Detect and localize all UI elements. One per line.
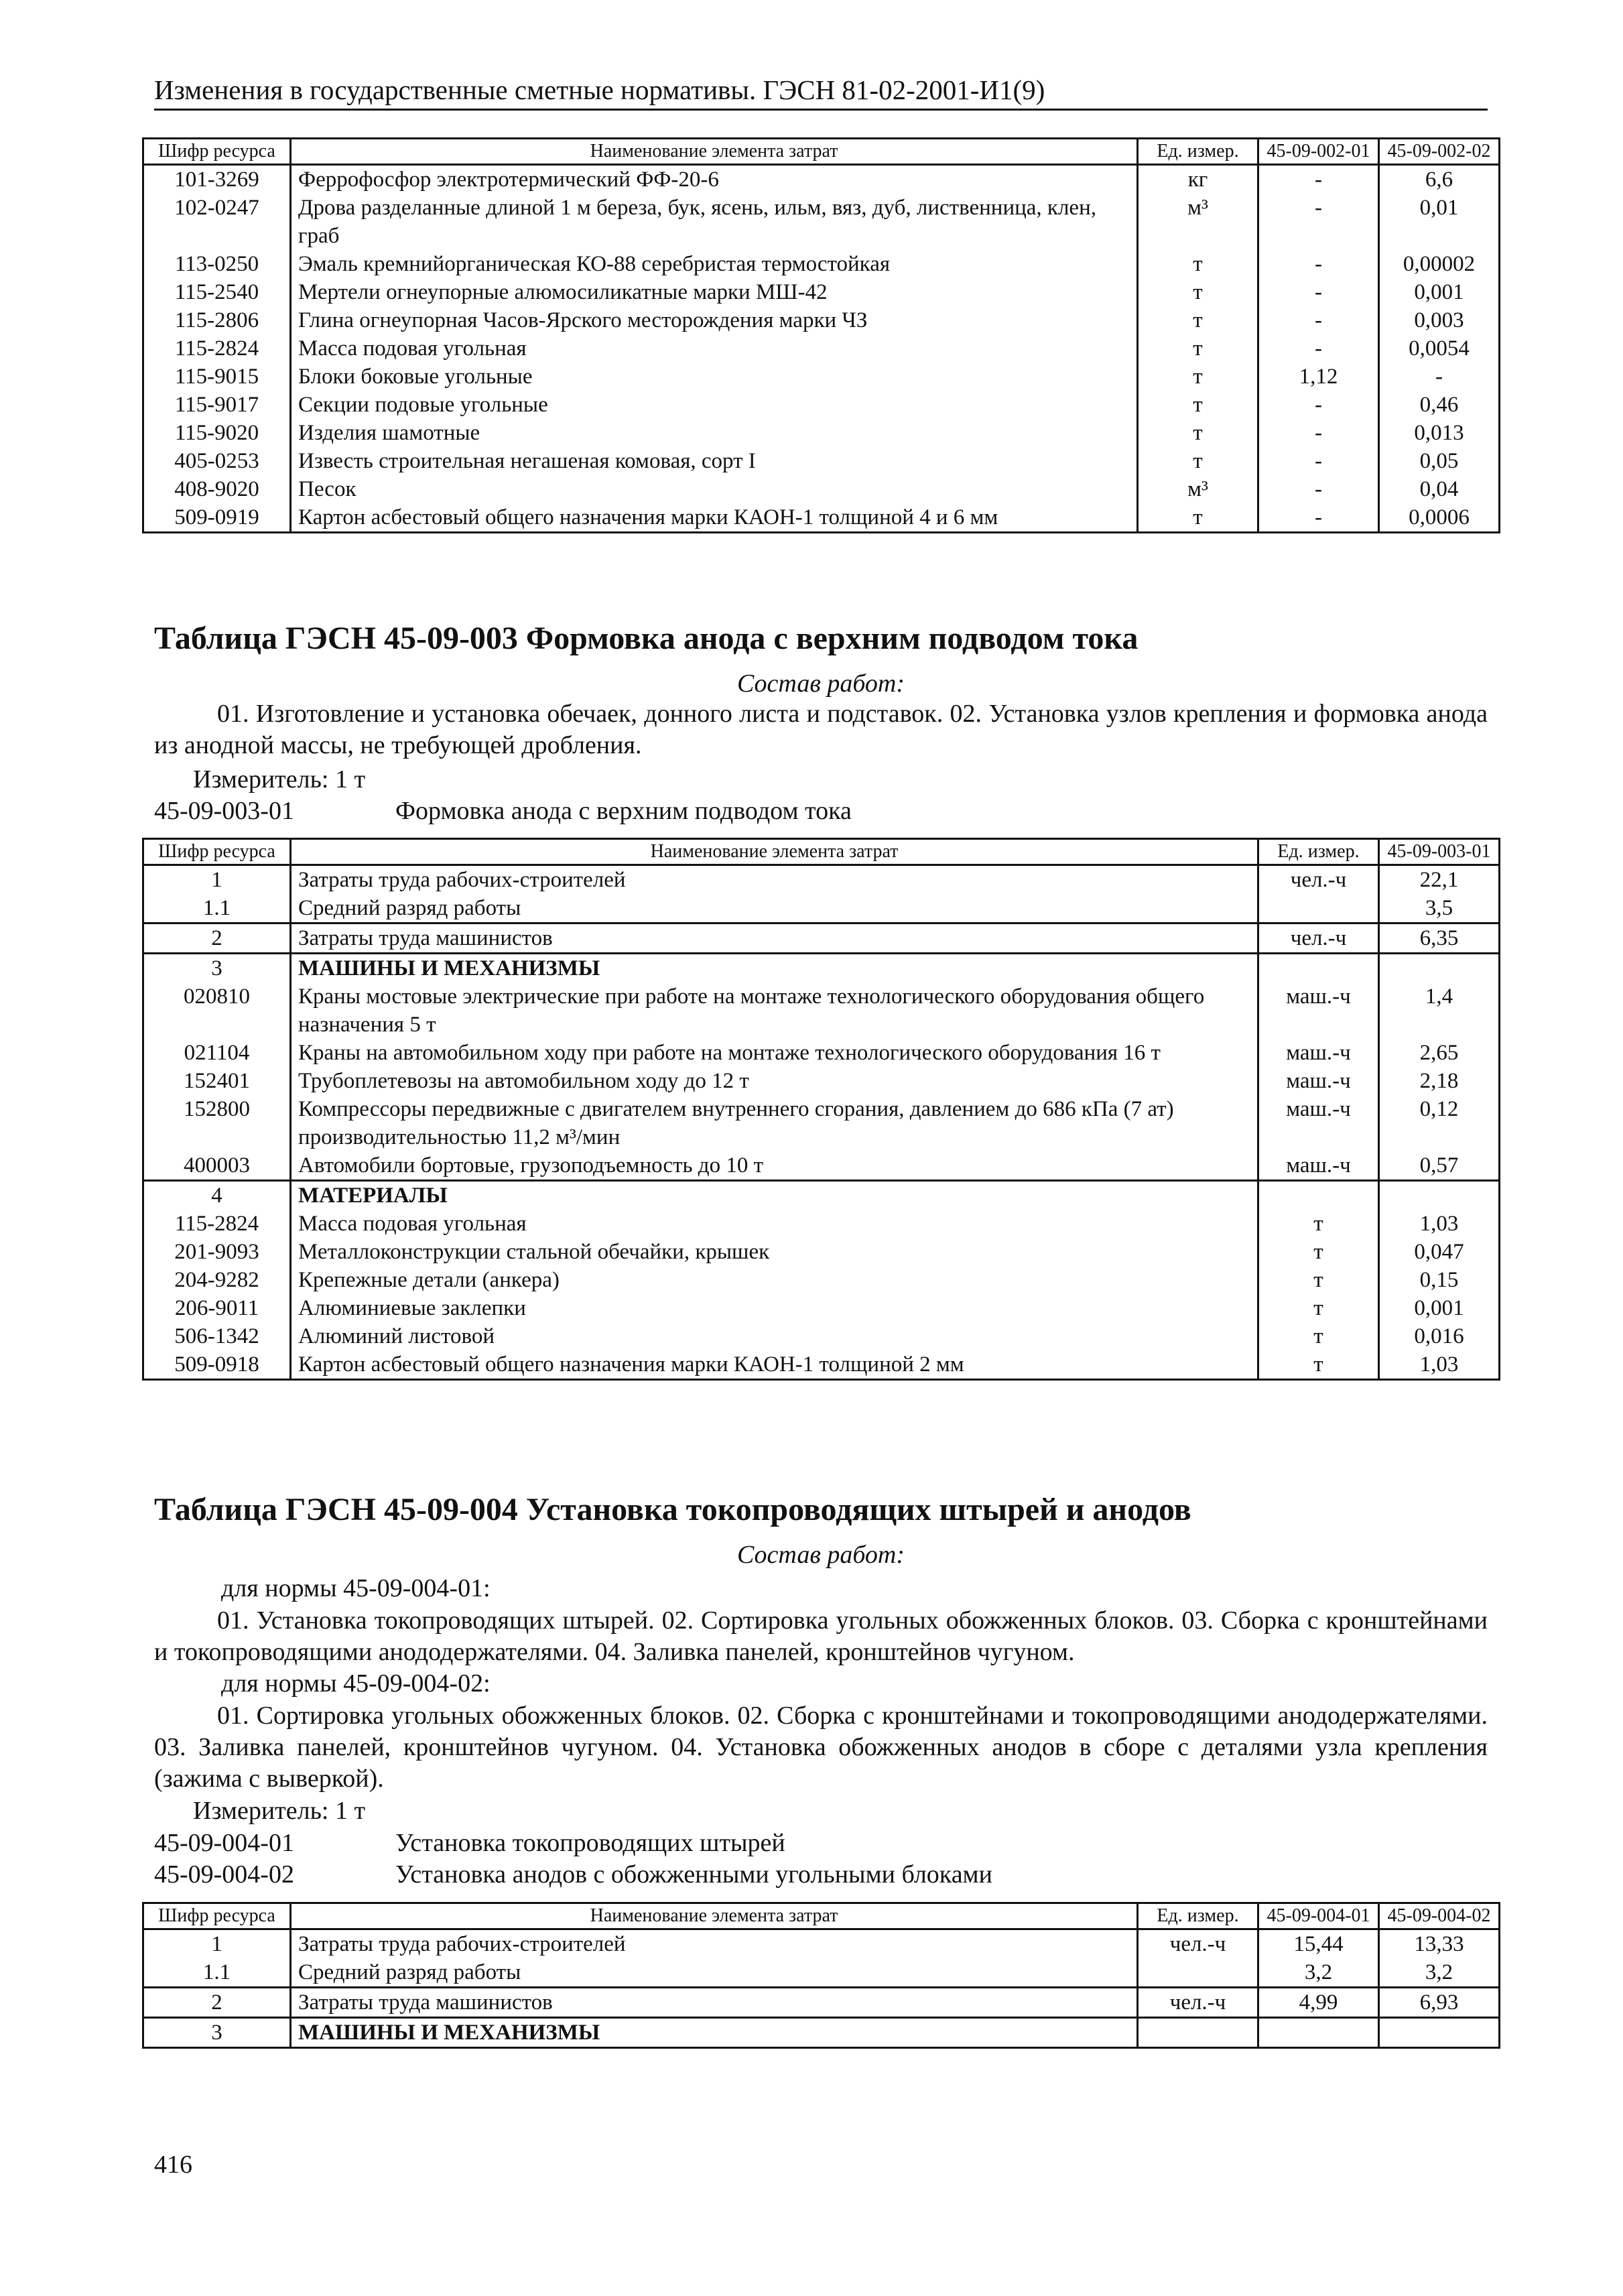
col-header-45-09-003-01: 45-09-003-01 — [1379, 839, 1500, 865]
col-header-name: Наименование элемента затрат — [291, 1903, 1138, 1929]
cell-value: 0,0006 — [1379, 503, 1500, 533]
cell-code: 1.1 — [143, 894, 291, 923]
cell-value: 13,33 — [1379, 1929, 1500, 1959]
measure-unit: Измеритель: 1 т — [193, 765, 366, 793]
cell-name: Глина огнеупорная Часов-Ярского месторождения марки ЧЗ — [291, 306, 1138, 334]
work-composition-text-2: 01. Сортировка угольных обожженных блоков. 02. Сборка с кронштейнами и токопроводящими анододержателями. 03. Заливка панелей, кронштейнов чугуном. 04. Установка обожженных анодов в сборе с деталями узла крепления (зажима с выверкой). — [154, 1702, 1488, 1793]
cell-unit: т — [1258, 1238, 1379, 1266]
cell-name: Металлоконструкции стальной обечайки, крышек — [291, 1238, 1258, 1266]
cell-code: 1 — [143, 1929, 291, 1959]
table-row — [143, 391, 1500, 419]
col-header-45-09-004-02: 45-09-004-02 — [1379, 1903, 1500, 1929]
cell-unit: т — [1138, 391, 1258, 419]
cell-value: 0,57 — [1379, 1151, 1500, 1181]
cell-unit: маш.-ч — [1258, 1039, 1379, 1067]
table-header-row — [143, 139, 1500, 165]
cell-value: 0,013 — [1379, 419, 1500, 447]
cell-code: 021104 — [143, 1039, 291, 1067]
cell-value: 3,2 — [1379, 1958, 1500, 1988]
cell-value: 1,12 — [1258, 363, 1379, 391]
cell-value: 0,12 — [1379, 1095, 1500, 1151]
cell-value: 0,003 — [1379, 306, 1500, 334]
cell-unit: т — [1258, 1210, 1379, 1238]
cell-name: МАШИНЫ И МЕХАНИЗМЫ — [291, 954, 1258, 983]
cell-value: 0,04 — [1379, 475, 1500, 503]
cell-name: Средний разряд работы — [291, 894, 1258, 923]
col-header-unit: Ед. измер. — [1138, 1903, 1258, 1929]
cell-code: 152800 — [143, 1095, 291, 1151]
cell-unit: т — [1258, 1322, 1379, 1350]
cell-value — [1379, 954, 1500, 983]
table-row — [143, 1294, 1500, 1322]
cell-name: Масса подовая угольная — [291, 1210, 1258, 1238]
table-row — [143, 1322, 1500, 1350]
col-header-45-09-002-01: 45-09-002-01 — [1258, 139, 1379, 165]
cell-value: 6,35 — [1379, 923, 1500, 954]
cell-unit: маш.-ч — [1258, 1067, 1379, 1095]
table-row — [143, 165, 1500, 194]
cell-name: Автомобили бортовые, грузоподъемность до 10 т — [291, 1151, 1258, 1181]
cell-unit: т — [1138, 306, 1258, 334]
cell-code: 115-2806 — [143, 306, 291, 334]
cell-code: 2 — [143, 923, 291, 954]
cell-value: - — [1258, 447, 1379, 475]
cell-name: Краны на автомобильном ходу при работе на монтаже технологического оборудования 16 т — [291, 1039, 1258, 1067]
table-row — [143, 1095, 1500, 1151]
cell-unit: т — [1138, 278, 1258, 306]
col-header-name: Наименование элемента затрат — [291, 839, 1258, 865]
running-header: Изменения в государственные сметные нормативы. ГЭСН 81-02-2001-И1(9) — [154, 74, 1488, 111]
cell-value: 1,03 — [1379, 1210, 1500, 1238]
cell-unit: т — [1138, 419, 1258, 447]
cell-name: МАШИНЫ И МЕХАНИЗМЫ — [291, 2018, 1138, 2048]
cell-value: - — [1258, 194, 1379, 250]
cell-value: 2,18 — [1379, 1067, 1500, 1095]
table-row — [143, 1988, 1500, 2018]
section-title-45-09-003: Таблица ГЭСН 45-09-003 Формовка анода с верхним подводом тока — [154, 621, 1139, 656]
cell-name: Мертели огнеупорные алюмосиликатные марки МШ-42 — [291, 278, 1138, 306]
section-title-45-09-004: Таблица ГЭСН 45-09-004 Установка токопроводящих штырей и анодов — [154, 1492, 1191, 1527]
table-row — [143, 1067, 1500, 1095]
cell-name: Алюминиевые заклепки — [291, 1294, 1258, 1322]
cell-name: Феррофосфор электротермический ФФ-20-6 — [291, 165, 1138, 194]
cell-unit — [1138, 2018, 1258, 2048]
cell-name: Картон асбестовый общего назначения марки КАОН-1 толщиной 2 мм — [291, 1350, 1258, 1380]
cell-unit: т — [1138, 334, 1258, 363]
cell-name: Затраты труда машинистов — [291, 923, 1258, 954]
table-row — [143, 194, 1500, 250]
cell-code: 506-1342 — [143, 1322, 291, 1350]
cell-value: 0,05 — [1379, 447, 1500, 475]
cell-unit: м³ — [1138, 475, 1258, 503]
table-row — [143, 1350, 1500, 1380]
cell-value: - — [1258, 250, 1379, 278]
table-row — [143, 865, 1500, 895]
norm-ref-1: для нормы 45-09-004-01: — [221, 1574, 491, 1602]
table-row — [143, 363, 1500, 391]
cell-unit: маш.-ч — [1258, 1151, 1379, 1181]
table-row — [143, 447, 1500, 475]
cell-code: 405-0253 — [143, 447, 291, 475]
col-header-code: Шифр ресурса — [143, 1903, 291, 1929]
cell-name: МАТЕРИАЛЫ — [291, 1181, 1258, 1210]
table-row — [143, 475, 1500, 503]
cell-code: 2 — [143, 1988, 291, 2018]
col-header-45-09-004-01: 45-09-004-01 — [1258, 1903, 1379, 1929]
cell-unit: м³ — [1138, 194, 1258, 250]
cell-value: 2,65 — [1379, 1039, 1500, 1067]
cell-code: 509-0919 — [143, 503, 291, 533]
cell-value: 4,99 — [1258, 1988, 1379, 2018]
work-composition-label: Состав работ: — [736, 669, 905, 698]
table-row — [143, 1238, 1500, 1266]
col-header-45-09-002-02: 45-09-002-02 — [1379, 139, 1500, 165]
cell-value: 3,2 — [1258, 1958, 1379, 1988]
cell-value: 1,03 — [1379, 1350, 1500, 1380]
cell-unit — [1258, 954, 1379, 983]
cell-code: 3 — [143, 954, 291, 983]
resource-table-004 — [142, 1902, 1500, 2049]
work-composition-text: 01. Изготовление и установка обечаек, донного листа и подставок. 02. Установка узлов крепления и формовка анода из анодной массы, не требующей дробления. — [154, 700, 1488, 759]
table-row — [143, 503, 1500, 533]
cell-code: 115-2824 — [143, 334, 291, 363]
cell-value: 3,5 — [1379, 894, 1500, 923]
table-row — [143, 1039, 1500, 1067]
norm-name: Формовка анода с верхним подводом тока — [395, 797, 852, 825]
cell-name: Картон асбестовый общего назначения марки КАОН-1 толщиной 4 и 6 мм — [291, 503, 1138, 533]
cell-name: Дрова разделанные длиной 1 м береза, бук, ясень, ильм, вяз, дуб, лиственница, клен, граб — [291, 194, 1138, 250]
cell-unit: т — [1258, 1350, 1379, 1380]
table-row — [143, 923, 1500, 954]
cell-value — [1379, 1181, 1500, 1210]
work-composition-label: Состав работ: — [736, 1541, 905, 1569]
cell-name: Затраты труда машинистов — [291, 1988, 1138, 2018]
cell-value: 0,0054 — [1379, 334, 1500, 363]
table-row — [143, 954, 1500, 983]
cell-unit: т — [1138, 447, 1258, 475]
cell-code: 1 — [143, 865, 291, 895]
cell-value: - — [1258, 503, 1379, 533]
cell-value — [1258, 2018, 1379, 2048]
cell-value: - — [1379, 363, 1500, 391]
cell-code: 509-0918 — [143, 1350, 291, 1380]
cell-code: 102-0247 — [143, 194, 291, 250]
table-row — [143, 1151, 1500, 1181]
table-row — [143, 2018, 1500, 2048]
work-composition-text-1: 01. Установка токопроводящих штырей. 02. Сортировка угольных обожженных блоков. 03. Сборка с кронштейнами и токопроводящими анододержателями. 04. Заливка панелей, кронштейнов чугуном. — [154, 1606, 1488, 1666]
table-row — [143, 306, 1500, 334]
cell-code: 4 — [143, 1181, 291, 1210]
cell-name: Краны мостовые электрические при работе на монтаже технологического оборудования общего назначения 5 т — [291, 982, 1258, 1039]
table-row — [143, 1958, 1500, 1988]
cell-value: 0,001 — [1379, 278, 1500, 306]
cell-value: 0,01 — [1379, 194, 1500, 250]
cell-value: 0,047 — [1379, 1238, 1500, 1266]
cell-name: Изделия шамотные — [291, 419, 1138, 447]
cell-code: 400003 — [143, 1151, 291, 1181]
norm-name-1: Установка токопроводящих штырей — [395, 1829, 785, 1857]
cell-code: 101-3269 — [143, 165, 291, 194]
cell-code: 204-9282 — [143, 1266, 291, 1294]
resource-table-003 — [142, 838, 1500, 1381]
cell-name: Крепежные детали (анкера) — [291, 1266, 1258, 1294]
resource-table-002 — [142, 137, 1500, 533]
col-header-unit: Ед. измер. — [1258, 839, 1379, 865]
cell-unit: т — [1138, 250, 1258, 278]
cell-code: 115-2824 — [143, 1210, 291, 1238]
col-header-unit: Ед. измер. — [1138, 139, 1258, 165]
cell-code: 1.1 — [143, 1958, 291, 1988]
cell-unit — [1258, 1181, 1379, 1210]
cell-value: - — [1258, 278, 1379, 306]
cell-code: 115-9015 — [143, 363, 291, 391]
cell-code: 115-2540 — [143, 278, 291, 306]
table-header-row — [143, 1903, 1500, 1929]
cell-value: 0,15 — [1379, 1266, 1500, 1294]
col-header-name: Наименование элемента затрат — [291, 139, 1138, 165]
cell-value: 0,46 — [1379, 391, 1500, 419]
cell-unit: т — [1258, 1294, 1379, 1322]
cell-name: Алюминий листовой — [291, 1322, 1258, 1350]
cell-name: Эмаль кремнийорганическая КО-88 серебристая термостойкая — [291, 250, 1138, 278]
col-header-code: Шифр ресурса — [143, 139, 291, 165]
norm-ref-2: для нормы 45-09-004-02: — [221, 1669, 491, 1698]
cell-code: 115-9020 — [143, 419, 291, 447]
cell-unit: чел.-ч — [1258, 865, 1379, 895]
col-header-code: Шифр ресурса — [143, 839, 291, 865]
cell-value: 15,44 — [1258, 1929, 1379, 1959]
cell-value: 22,1 — [1379, 865, 1500, 895]
cell-code: 206-9011 — [143, 1294, 291, 1322]
norm-code: 45-09-003-01 — [154, 797, 294, 825]
cell-value: 0,016 — [1379, 1322, 1500, 1350]
cell-value: 0,001 — [1379, 1294, 1500, 1322]
cell-value — [1379, 2018, 1500, 2048]
cell-name: Компрессоры передвижные с двигателем внутреннего сгорания, давлением до 686 кПа (7 ат) производительностью 11,2 м³/мин — [291, 1095, 1258, 1151]
norm-code-2: 45-09-004-02 — [154, 1860, 294, 1889]
cell-value: - — [1258, 475, 1379, 503]
cell-code: 408-9020 — [143, 475, 291, 503]
cell-value: - — [1258, 419, 1379, 447]
cell-name: Секции подовые угольные — [291, 391, 1138, 419]
cell-unit: т — [1138, 503, 1258, 533]
cell-value: - — [1258, 391, 1379, 419]
cell-name: Затраты труда рабочих-строителей — [291, 1929, 1138, 1959]
cell-code: 201-9093 — [143, 1238, 291, 1266]
cell-code: 3 — [143, 2018, 291, 2048]
cell-unit: т — [1138, 363, 1258, 391]
cell-value: - — [1258, 306, 1379, 334]
page-number: 416 — [154, 2151, 192, 2179]
cell-code: 115-9017 — [143, 391, 291, 419]
table-row — [143, 1210, 1500, 1238]
table-row — [143, 1929, 1500, 1959]
cell-code: 152401 — [143, 1067, 291, 1095]
cell-value: - — [1258, 165, 1379, 194]
cell-value: 0,00002 — [1379, 250, 1500, 278]
cell-unit: чел.-ч — [1138, 1988, 1258, 2018]
cell-unit — [1138, 1958, 1258, 1988]
table-row — [143, 278, 1500, 306]
cell-unit: чел.-ч — [1258, 923, 1379, 954]
cell-unit: маш.-ч — [1258, 982, 1379, 1039]
table-row — [143, 334, 1500, 363]
table-row — [143, 982, 1500, 1039]
table-row — [143, 1181, 1500, 1210]
table-row — [143, 1266, 1500, 1294]
cell-unit: чел.-ч — [1138, 1929, 1258, 1959]
cell-unit: кг — [1138, 165, 1258, 194]
measure-unit: Измеритель: 1 т — [193, 1797, 366, 1825]
cell-value: 1,4 — [1379, 982, 1500, 1039]
table-row — [143, 419, 1500, 447]
table-row — [143, 250, 1500, 278]
cell-name: Средний разряд работы — [291, 1958, 1138, 1988]
cell-value: 6,6 — [1379, 165, 1500, 194]
cell-value: - — [1258, 334, 1379, 363]
cell-name: Затраты труда рабочих-строителей — [291, 865, 1258, 895]
cell-name: Известь строительная негашеная комовая, сорт I — [291, 447, 1138, 475]
cell-unit: маш.-ч — [1258, 1095, 1379, 1151]
norm-code-1: 45-09-004-01 — [154, 1829, 294, 1857]
cell-name: Песок — [291, 475, 1138, 503]
norm-name-2: Установка анодов с обожженными угольными блоками — [395, 1860, 992, 1889]
cell-name: Трубоплетевозы на автомобильном ходу до 12 т — [291, 1067, 1258, 1095]
table-header-row — [143, 839, 1500, 865]
table-row — [143, 894, 1500, 923]
cell-name: Блоки боковые угольные — [291, 363, 1138, 391]
cell-name: Масса подовая угольная — [291, 334, 1138, 363]
cell-code: 113-0250 — [143, 250, 291, 278]
cell-code: 020810 — [143, 982, 291, 1039]
cell-value: 6,93 — [1379, 1988, 1500, 2018]
cell-unit — [1258, 894, 1379, 923]
cell-unit: т — [1258, 1266, 1379, 1294]
